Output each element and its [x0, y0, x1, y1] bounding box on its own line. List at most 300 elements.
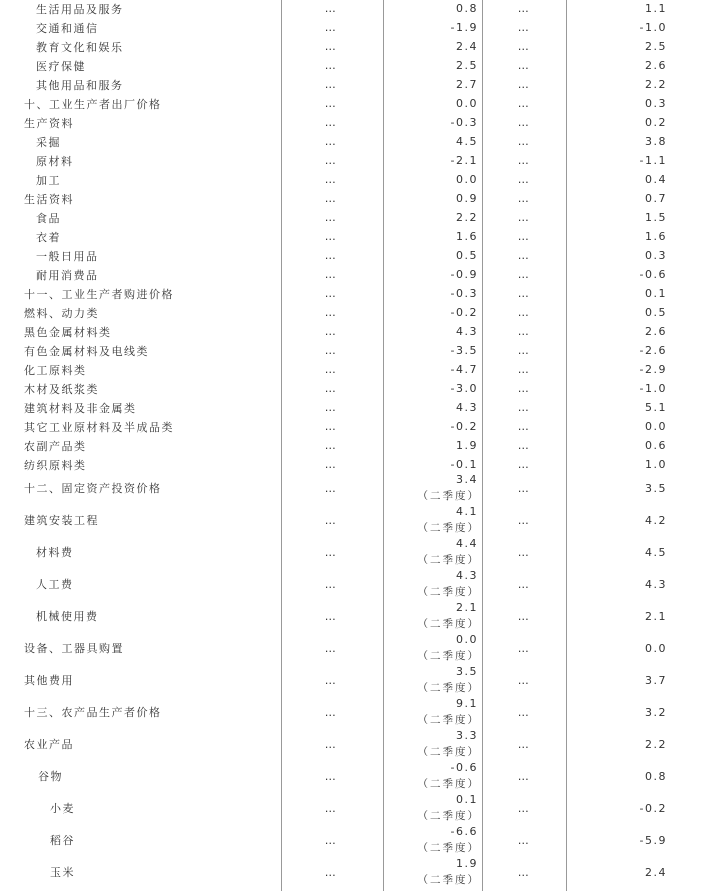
row-label: 纺织原料类: [24, 458, 87, 472]
row-label: 衣着: [36, 230, 61, 244]
value-cell: [384, 760, 482, 792]
value: 0.3: [645, 97, 667, 110]
not-available-mark: …: [517, 545, 531, 559]
value-stack: [418, 792, 479, 824]
value-cell: [567, 792, 667, 824]
row-label: 其它工业原材料及半成品类: [24, 420, 174, 434]
value: 3.3: [456, 729, 478, 742]
table-row: [0, 696, 703, 728]
not-available-mark: …: [324, 401, 338, 414]
row-label: 十二、固定资产投资价格: [24, 482, 162, 495]
value-cell: [567, 472, 667, 504]
table-row: [0, 760, 703, 792]
not-available-mark: …: [517, 705, 531, 719]
value-cell: [384, 398, 482, 417]
row-label: 建筑材料及非金属类: [24, 401, 137, 415]
table-row: [0, 600, 703, 632]
row-label: 材料费: [36, 546, 74, 559]
value: -5.9: [639, 833, 667, 847]
value: 4.3: [645, 577, 667, 591]
value-cell: [567, 18, 667, 37]
not-available-mark: …: [517, 173, 531, 186]
value: 4.3: [456, 569, 478, 582]
not-available-mark: …: [324, 865, 338, 879]
not-available-mark: …: [324, 737, 338, 751]
value-cell: [384, 856, 482, 888]
row-label: 一般日用品: [36, 249, 99, 263]
table-row: [0, 341, 703, 360]
value: -0.9: [450, 268, 478, 281]
table-row: [0, 824, 703, 856]
not-available-mark: …: [517, 249, 531, 262]
table-row: [0, 75, 703, 94]
row-label: 教育文化和娱乐: [36, 40, 124, 54]
value-cell: [567, 760, 667, 792]
value-cell: [567, 189, 667, 208]
value-cell: [567, 303, 667, 322]
value-cell: [567, 568, 667, 600]
value-cell: [567, 208, 667, 227]
value: -2.6: [639, 344, 667, 357]
row-label: 十一、工业生产者购进价格: [24, 287, 174, 301]
value-cell: [384, 341, 482, 360]
value-cell: [384, 208, 482, 227]
value-cell: [567, 600, 667, 632]
value: 0.9: [456, 192, 478, 205]
value: 0.8: [456, 2, 478, 15]
not-available-mark: …: [517, 325, 531, 338]
value-cell: [384, 417, 482, 436]
value-cell: [567, 151, 667, 170]
value: 2.2: [456, 211, 478, 224]
quarter-note: （二季度）: [417, 490, 480, 502]
not-available-mark: …: [324, 513, 338, 527]
value: -0.3: [450, 116, 478, 129]
value: 0.8: [645, 769, 667, 783]
value: 3.2: [645, 705, 667, 719]
value: 0.4: [645, 173, 667, 186]
value-cell: [567, 170, 667, 189]
not-available-mark: …: [517, 737, 531, 751]
value: 2.7: [456, 78, 478, 91]
not-available-mark: …: [517, 801, 531, 815]
table-row: [0, 322, 703, 341]
not-available-mark: …: [324, 705, 338, 719]
row-label: 原材料: [36, 154, 74, 168]
value: 0.0: [456, 173, 478, 186]
not-available-mark: …: [517, 116, 531, 129]
value-stack: [418, 664, 479, 696]
table-row: [0, 632, 703, 664]
row-label: 加工: [36, 173, 61, 187]
value-cell: [567, 56, 667, 75]
value: 1.6: [645, 230, 667, 243]
not-available-mark: …: [517, 673, 531, 687]
value-cell: [567, 75, 667, 94]
value: -0.6: [450, 761, 478, 774]
value-stack: [418, 632, 479, 664]
value-cell: [384, 379, 482, 398]
row-label: 机械使用费: [36, 610, 99, 623]
row-label: 人工费: [36, 578, 74, 591]
table-row: [0, 536, 703, 568]
value-stack: [418, 600, 479, 632]
value: 2.6: [645, 325, 667, 338]
value: 2.2: [645, 78, 667, 91]
value: 1.9: [456, 439, 478, 452]
value-cell: [384, 792, 482, 824]
value-cell: [567, 265, 667, 284]
not-available-mark: …: [324, 154, 338, 167]
value: 1.0: [645, 458, 667, 471]
column-divider: [482, 0, 483, 891]
value: 0.5: [645, 306, 667, 319]
value: -4.7: [450, 363, 478, 376]
table-row: [0, 379, 703, 398]
value-cell: [384, 728, 482, 760]
value-cell: [567, 322, 667, 341]
row-label: 木材及纸浆类: [24, 382, 99, 396]
not-available-mark: …: [324, 325, 338, 338]
quarter-note: （二季度）: [417, 522, 480, 534]
value-stack: [418, 536, 479, 568]
value-cell: [567, 728, 667, 760]
row-label: 有色金属材料及电线类: [24, 344, 149, 358]
value: -2.9: [639, 363, 667, 376]
value: 0.0: [456, 97, 478, 110]
row-label: 小麦: [50, 802, 75, 815]
table-row: [0, 303, 703, 322]
value-cell: [384, 664, 482, 696]
value: 3.8: [645, 135, 667, 148]
value: 1.9: [456, 857, 478, 870]
value-cell: [384, 322, 482, 341]
table-row: [0, 227, 703, 246]
not-available-mark: …: [517, 78, 531, 91]
value: 0.0: [456, 633, 478, 646]
not-available-mark: …: [324, 641, 338, 655]
quarter-note: （二季度）: [417, 810, 480, 822]
not-available-mark: …: [517, 135, 531, 148]
row-label: 谷物: [38, 770, 63, 783]
value-cell: [567, 856, 667, 888]
value-cell: [567, 227, 667, 246]
value-cell: [567, 360, 667, 379]
not-available-mark: …: [517, 577, 531, 591]
value-cell: [567, 436, 667, 455]
not-available-mark: …: [324, 545, 338, 559]
value: 1.1: [645, 2, 667, 15]
quarter-note: （二季度）: [417, 682, 480, 694]
quarter-note: （二季度）: [417, 586, 480, 598]
row-label: 其他费用: [24, 674, 74, 687]
quarter-note: （二季度）: [417, 746, 480, 758]
not-available-mark: …: [517, 513, 531, 527]
row-label: 黑色金属材料类: [24, 325, 112, 339]
value: 0.1: [645, 287, 667, 300]
value-cell: [567, 94, 667, 113]
row-label: 设备、工器具购置: [24, 642, 124, 655]
value-cell: [384, 696, 482, 728]
table-row: [0, 856, 703, 888]
row-label: 农副产品类: [24, 439, 87, 453]
not-available-mark: …: [324, 833, 338, 847]
value-cell: [567, 632, 667, 664]
not-available-mark: …: [517, 865, 531, 879]
value-cell: [384, 284, 482, 303]
table-row: [0, 728, 703, 760]
value-cell: [384, 94, 482, 113]
value: 0.2: [645, 116, 667, 129]
table-row: [0, 113, 703, 132]
not-available-mark: …: [324, 97, 338, 110]
value-cell: [384, 824, 482, 856]
value: 4.5: [456, 135, 478, 148]
value-cell: [567, 824, 667, 856]
value: 0.1: [456, 793, 478, 806]
value-cell: [384, 151, 482, 170]
quarter-note: （二季度）: [417, 714, 480, 726]
value-cell: [384, 113, 482, 132]
table-row: [0, 208, 703, 227]
not-available-mark: …: [324, 577, 338, 591]
value-cell: [384, 303, 482, 322]
value: 1.6: [456, 230, 478, 243]
not-available-mark: …: [324, 116, 338, 129]
row-label: 农业产品: [24, 738, 74, 751]
table-row: [0, 436, 703, 455]
row-label: 化工原料类: [24, 363, 87, 377]
not-available-mark: …: [324, 268, 338, 281]
value-cell: [384, 227, 482, 246]
table-row: [0, 360, 703, 379]
not-available-mark: …: [517, 154, 531, 167]
table-row: [0, 417, 703, 436]
not-available-mark: …: [324, 382, 338, 395]
value: -1.9: [450, 21, 478, 34]
not-available-mark: …: [517, 641, 531, 655]
value-stack: [418, 568, 479, 600]
row-label: 食品: [36, 211, 61, 225]
value: 2.2: [645, 737, 667, 751]
value: 1.5: [645, 211, 667, 224]
row-label: 其他用品和服务: [36, 78, 124, 92]
value: 4.2: [645, 513, 667, 527]
value: 2.4: [645, 865, 667, 879]
value-cell: [567, 132, 667, 151]
not-available-mark: …: [517, 192, 531, 205]
value: 3.5: [456, 665, 478, 678]
row-label: 稻谷: [50, 834, 75, 847]
table-row: [0, 151, 703, 170]
value: 2.1: [456, 601, 478, 614]
value-cell: [384, 246, 482, 265]
value-cell: [384, 265, 482, 284]
value-cell: [384, 132, 482, 151]
value: 4.1: [456, 505, 478, 518]
value: 0.0: [645, 420, 667, 433]
value: 3.4: [456, 473, 478, 486]
value: 4.3: [456, 325, 478, 338]
value: 3.7: [645, 673, 667, 687]
value-stack: [418, 472, 479, 504]
table-row: [0, 265, 703, 284]
value-cell: [384, 600, 482, 632]
not-available-mark: …: [324, 481, 338, 495]
value-cell: [384, 436, 482, 455]
value-cell: [384, 18, 482, 37]
value: 4.4: [456, 537, 478, 550]
value-cell: [567, 113, 667, 132]
not-available-mark: …: [324, 21, 338, 34]
value: 5.1: [645, 401, 667, 414]
table-row: [0, 18, 703, 37]
value: -3.5: [450, 344, 478, 357]
value-stack: [418, 760, 479, 792]
row-label: 建筑安装工程: [24, 514, 99, 527]
value: 0.6: [645, 439, 667, 452]
value-cell: [567, 246, 667, 265]
row-label: 生活用品及服务: [36, 2, 124, 16]
not-available-mark: …: [517, 401, 531, 414]
not-available-mark: …: [324, 609, 338, 623]
not-available-mark: …: [517, 306, 531, 319]
row-label: 十、工业生产者出厂价格: [24, 97, 162, 111]
table-row: [0, 0, 703, 18]
not-available-mark: …: [324, 40, 338, 53]
row-label: 燃料、动力类: [24, 306, 99, 320]
table-row: [0, 37, 703, 56]
value-cell: [384, 56, 482, 75]
value-stack: [418, 856, 479, 888]
table-row: [0, 398, 703, 417]
value: -0.3: [450, 287, 478, 300]
not-available-mark: …: [517, 211, 531, 224]
value: -0.2: [450, 420, 478, 433]
value-cell: [567, 37, 667, 56]
not-available-mark: …: [517, 439, 531, 452]
table-row: [0, 284, 703, 303]
not-available-mark: …: [324, 306, 338, 319]
table-row: [0, 94, 703, 113]
value-cell: [567, 664, 667, 696]
value: -1.0: [639, 21, 667, 34]
table-row: [0, 504, 703, 536]
not-available-mark: …: [324, 2, 338, 15]
not-available-mark: …: [324, 230, 338, 243]
value-cell: [567, 504, 667, 536]
not-available-mark: …: [517, 40, 531, 53]
row-label: 医疗保健: [36, 59, 86, 73]
not-available-mark: …: [324, 439, 338, 452]
table-row: [0, 132, 703, 151]
not-available-mark: …: [517, 287, 531, 300]
quarter-note: （二季度）: [417, 554, 480, 566]
value: 3.5: [645, 481, 667, 495]
value-stack: [418, 728, 479, 760]
not-available-mark: …: [517, 609, 531, 623]
table-row: [0, 664, 703, 696]
value-cell: [384, 75, 482, 94]
value: 0.5: [456, 249, 478, 262]
not-available-mark: …: [324, 287, 338, 300]
table-row: [0, 472, 703, 504]
column-divider: [383, 0, 384, 891]
table-row: [0, 792, 703, 824]
column-divider: [566, 0, 567, 891]
not-available-mark: …: [517, 268, 531, 281]
value: 2.4: [456, 40, 478, 53]
value-cell: [384, 0, 482, 18]
not-available-mark: …: [324, 249, 338, 262]
value-cell: [384, 170, 482, 189]
quarter-note: （二季度）: [417, 650, 480, 662]
not-available-mark: …: [324, 173, 338, 186]
value: -6.6: [450, 825, 478, 838]
row-label: 生活资料: [24, 192, 74, 206]
value-cell: [567, 379, 667, 398]
value-cell: [567, 696, 667, 728]
column-divider: [281, 0, 282, 891]
not-available-mark: …: [324, 363, 338, 376]
not-available-mark: …: [517, 344, 531, 357]
value-cell: [567, 341, 667, 360]
not-available-mark: …: [324, 673, 338, 687]
not-available-mark: …: [324, 420, 338, 433]
value-cell: [384, 472, 482, 504]
not-available-mark: …: [324, 769, 338, 783]
not-available-mark: …: [517, 2, 531, 15]
value: 0.0: [645, 641, 667, 655]
value: 4.5: [645, 545, 667, 559]
not-available-mark: …: [517, 363, 531, 376]
value: 0.3: [645, 249, 667, 262]
value: -0.2: [639, 801, 667, 815]
value-cell: [567, 284, 667, 303]
not-available-mark: …: [324, 78, 338, 91]
row-label: 玉米: [50, 866, 75, 879]
not-available-mark: …: [517, 382, 531, 395]
not-available-mark: …: [324, 192, 338, 205]
value: -2.1: [450, 154, 478, 167]
table-row: [0, 246, 703, 265]
not-available-mark: …: [517, 97, 531, 110]
value: 4.3: [456, 401, 478, 414]
row-label: 交通和通信: [36, 21, 99, 35]
quarter-note: （二季度）: [417, 778, 480, 790]
not-available-mark: …: [324, 801, 338, 815]
value-cell: [384, 632, 482, 664]
value-cell: [567, 398, 667, 417]
value-cell: [384, 536, 482, 568]
value-stack: [418, 696, 479, 728]
value: 0.7: [645, 192, 667, 205]
value: -1.1: [639, 154, 667, 167]
not-available-mark: …: [324, 211, 338, 224]
value: -0.1: [450, 458, 478, 471]
quarter-note: （二季度）: [417, 618, 480, 630]
value-cell: [567, 0, 667, 18]
quarter-note: （二季度）: [417, 874, 480, 886]
value: -1.0: [639, 382, 667, 395]
row-label: 采掘: [36, 135, 61, 149]
not-available-mark: …: [517, 21, 531, 34]
table-row: [0, 170, 703, 189]
row-label: 耐用消费品: [36, 268, 99, 282]
not-available-mark: …: [517, 833, 531, 847]
value-cell: [567, 417, 667, 436]
value: -0.6: [639, 268, 667, 281]
